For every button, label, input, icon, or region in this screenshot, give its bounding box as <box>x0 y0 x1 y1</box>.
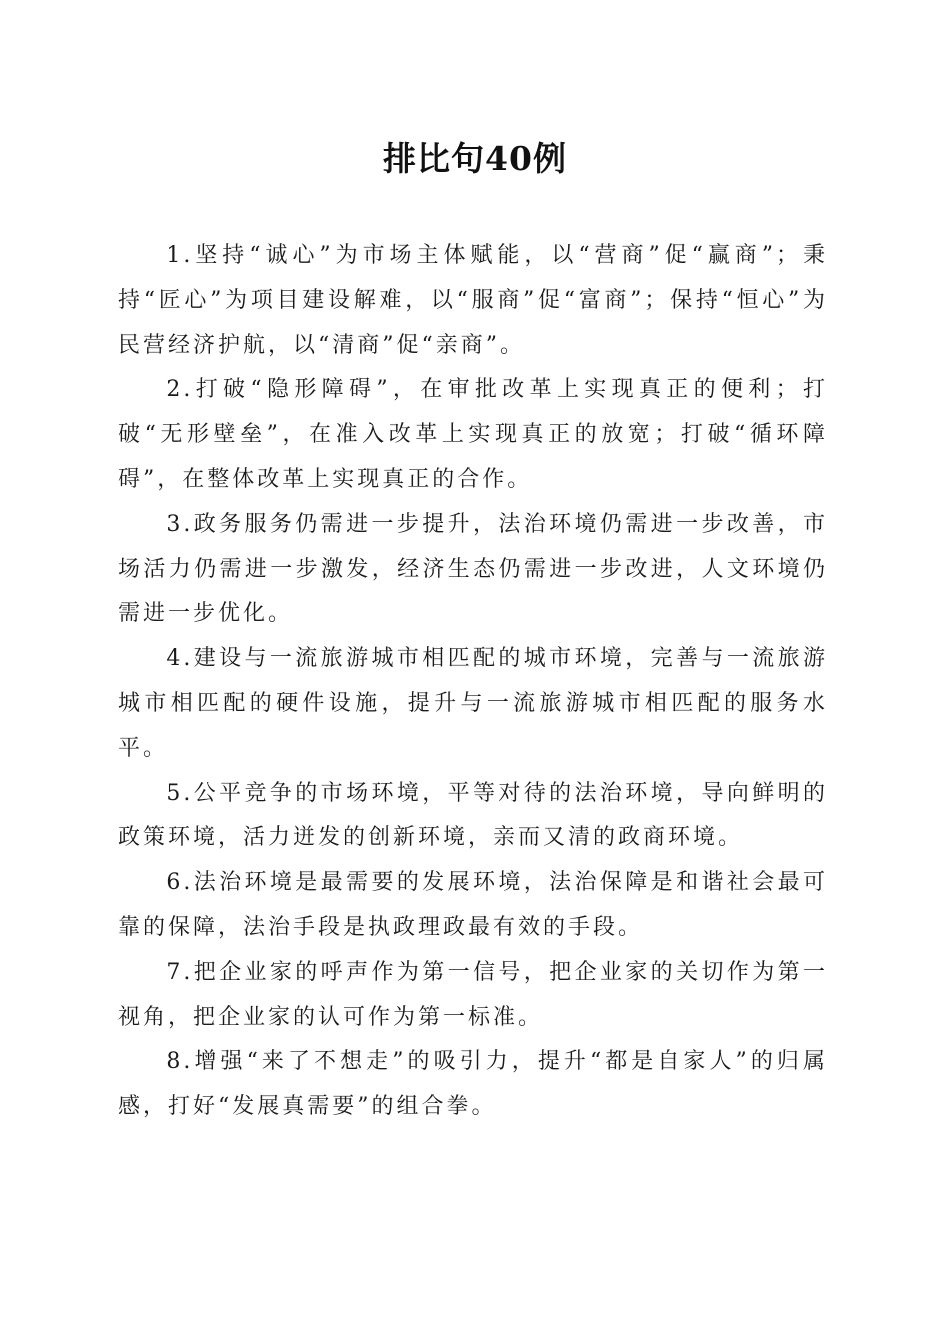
paragraph-4: 4.建设与一流旅游城市相匹配的城市环境，完善与一流旅游城市相匹配的硬件设施，提升与一流旅游城市相匹配的服务水平。 <box>118 646 828 761</box>
paragraph-3: 3.政务服务仍需进一步提升，法治环境仍需进一步改善，市场活力仍需进一步激发，经济生态仍需进一步改进，人文环境仍需进一步优化。 <box>118 511 828 627</box>
document-body <box>118 234 828 1130</box>
paragraph-5: 5.公平竞争的市场环境，平等对待的法治环境，导向鲜明的政策环境，活力迸发的创新环境，亲而又清的政商环境。 <box>118 780 828 851</box>
paragraph-2: 2.打破“隐形障碍”，在审批改革上实现真正的便利；打破“无形壁垒”，在准入改革上实现真正的放宽；打破“循环障碍”，在整体改革上实现真正的合作。 <box>118 377 828 492</box>
paragraph-7: 7.把企业家的呼声作为第一信号，把企业家的关切作为第一视角，把企业家的认可作为第一标准。 <box>118 959 828 1030</box>
page-title: 排比句40例 <box>383 139 567 178</box>
paragraph-1: 1.坚持“诚心”为市场主体赋能，以“营商”促“赢商”；秉持“匠心”为项目建设解难，以“服商”促“富商”；保持“恒心”为民营经济护航，以“清商”促“亲商”。 <box>118 243 828 358</box>
paragraph-8: 8.增强“来了不想走”的吸引力，提升“都是自家人”的归属感，打好“发展真需要”的组合拳。 <box>118 1049 828 1120</box>
paragraph-6: 6.法治环境是最需要的发展环境，法治保障是和谐社会最可靠的保障，法治手段是执政理政最有效的手段。 <box>118 870 828 940</box>
